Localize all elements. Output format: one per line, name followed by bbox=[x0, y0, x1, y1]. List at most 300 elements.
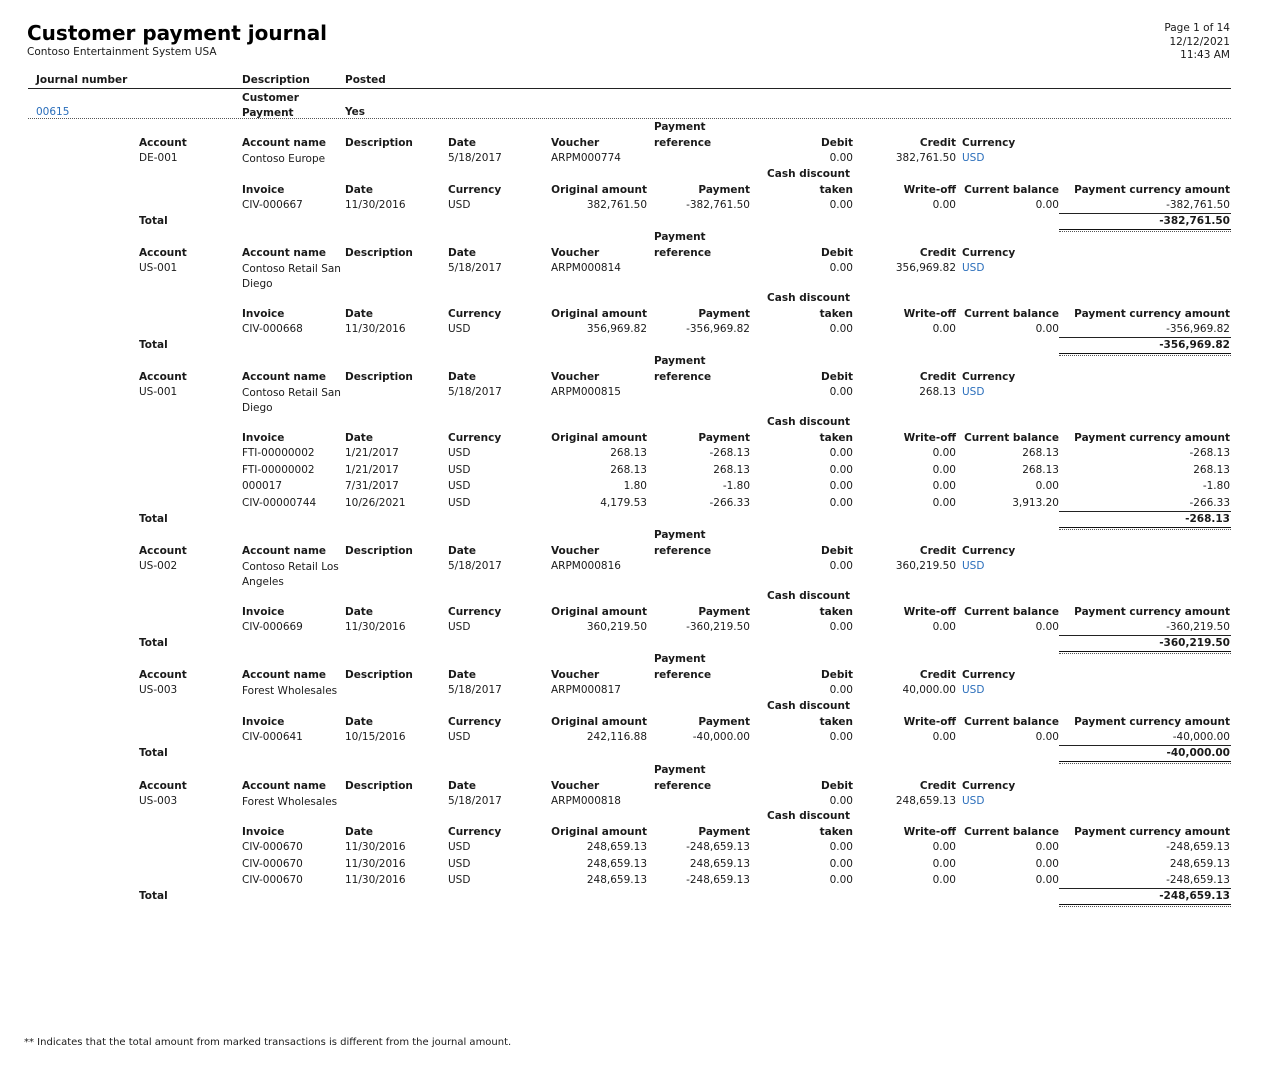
description-header: Description bbox=[345, 247, 413, 259]
total-rule-bottom2 bbox=[1059, 231, 1231, 232]
current-balance: 0.00 bbox=[1035, 199, 1059, 211]
payment-label-top: Payment bbox=[654, 529, 706, 541]
original-amount: 4,179.53 bbox=[600, 496, 647, 509]
voucher-value: ARPM000816 bbox=[551, 560, 621, 572]
invoice-date: 11/30/2016 bbox=[345, 857, 406, 870]
original-amount: 242,116.88 bbox=[586, 731, 647, 743]
credit-header: Credit bbox=[919, 669, 956, 681]
payment-currency-amount-header: Payment currency amount bbox=[1074, 184, 1230, 196]
total-amount: -268.13 bbox=[1185, 512, 1230, 525]
invoice-date: 11/30/2016 bbox=[345, 621, 406, 633]
currency-link[interactable]: USD bbox=[962, 262, 985, 274]
currency-header: Currency bbox=[962, 371, 1016, 383]
invoice-currency-header: Currency bbox=[448, 716, 502, 728]
account-header: Account bbox=[139, 371, 187, 383]
debit-header: Debit bbox=[821, 137, 853, 149]
write-off-amount: 0.00 bbox=[932, 841, 956, 853]
cash-discount-taken: 0.00 bbox=[829, 857, 853, 870]
voucher-header: Voucher bbox=[551, 545, 600, 557]
entry-date-value: 5/18/2017 bbox=[448, 795, 502, 807]
report-time: 11:43 AM bbox=[1180, 49, 1230, 61]
cash-discount-taken: 0.00 bbox=[829, 841, 853, 853]
currency-header: Currency bbox=[962, 137, 1016, 149]
total-amount: -360,219.50 bbox=[1159, 637, 1230, 649]
current-balance: 0.00 bbox=[1035, 731, 1059, 743]
company-name: Contoso Entertainment System USA bbox=[27, 46, 217, 58]
write-off-header: Write-off bbox=[903, 432, 956, 444]
total-label: Total bbox=[139, 747, 168, 759]
account-header: Account bbox=[139, 545, 187, 557]
total-rule-top bbox=[1059, 337, 1231, 338]
original-amount: 248,659.13 bbox=[586, 874, 647, 886]
invoice-number: FTI-00000002 bbox=[242, 447, 315, 459]
credit-value: 268.13 bbox=[919, 386, 956, 398]
report-date: 12/12/2021 bbox=[1169, 36, 1230, 48]
invoice-currency: USD bbox=[448, 841, 471, 853]
payment-amount: -1.80 bbox=[722, 480, 750, 492]
journal-description: Customer Payment bbox=[242, 92, 299, 119]
payment-currency-amount-header: Payment currency amount bbox=[1074, 826, 1230, 838]
payment-label-top: Payment bbox=[654, 121, 706, 133]
invoice-currency: USD bbox=[448, 323, 471, 335]
invoice-currency-header: Currency bbox=[448, 826, 502, 838]
invoice-date: 10/15/2016 bbox=[345, 731, 406, 743]
currency-link[interactable]: USD bbox=[962, 560, 985, 572]
invoice-currency: USD bbox=[448, 480, 471, 492]
invoice-date: 7/31/2017 bbox=[345, 480, 399, 492]
original-amount: 1.80 bbox=[623, 480, 647, 492]
invoice-currency-header: Currency bbox=[448, 432, 502, 444]
invoice-header: Invoice bbox=[242, 606, 285, 618]
credit-header: Credit bbox=[919, 780, 956, 792]
account-name-header: Account name bbox=[242, 669, 327, 681]
date-header: Date bbox=[448, 669, 476, 681]
invoice-date: 11/30/2016 bbox=[345, 199, 406, 211]
payment-currency-amount: 248,659.13 bbox=[1169, 857, 1230, 870]
invoice-date-header: Date bbox=[345, 432, 373, 444]
invoice-header: Invoice bbox=[242, 308, 285, 320]
account-header: Account bbox=[139, 669, 187, 681]
account-value: US-001 bbox=[139, 262, 178, 274]
payment-reference-header: reference bbox=[654, 780, 712, 792]
payment-currency-amount: -248,659.13 bbox=[1166, 874, 1230, 886]
debit-value: 0.00 bbox=[829, 262, 853, 274]
invoice-currency-header: Currency bbox=[448, 308, 502, 320]
account-name-value: Contoso Retail Los Angeles bbox=[242, 561, 339, 588]
cash-discount-taken-header: taken bbox=[819, 606, 853, 618]
payment-amount: 248,659.13 bbox=[689, 857, 750, 870]
payment-currency-amount: -40,000.00 bbox=[1172, 731, 1230, 743]
account-name-header: Account name bbox=[242, 371, 327, 383]
debit-value: 0.00 bbox=[829, 152, 853, 164]
cash-discount-taken: 0.00 bbox=[829, 731, 853, 743]
total-amount: -356,969.82 bbox=[1159, 339, 1230, 351]
debit-header: Debit bbox=[821, 669, 853, 681]
invoice-date: 11/30/2016 bbox=[345, 841, 406, 853]
payment-amount: -248,659.13 bbox=[686, 841, 750, 853]
cash-discount-taken-header: taken bbox=[819, 432, 853, 444]
payment-header: Payment bbox=[698, 184, 750, 196]
write-off-amount: 0.00 bbox=[932, 463, 956, 476]
account-value: US-003 bbox=[139, 795, 178, 807]
debit-value: 0.00 bbox=[829, 560, 853, 572]
cash-discount-taken: 0.00 bbox=[829, 874, 853, 886]
original-amount: 360,219.50 bbox=[586, 621, 647, 633]
total-amount: -40,000.00 bbox=[1166, 747, 1230, 759]
payment-amount: -360,219.50 bbox=[686, 621, 750, 633]
journal-posted-value: Yes bbox=[345, 106, 366, 118]
cash-discount-label-top: Cash discount bbox=[767, 168, 850, 180]
credit-value: 40,000.00 bbox=[902, 684, 956, 696]
invoice-number: FTI-00000002 bbox=[242, 463, 315, 476]
currency-header: Currency bbox=[962, 669, 1016, 681]
cash-discount-label-top: Cash discount bbox=[767, 292, 850, 304]
journal-row-rule bbox=[28, 118, 1231, 119]
original-amount-header: Original amount bbox=[551, 606, 647, 618]
total-amount: -248,659.13 bbox=[1159, 890, 1230, 902]
voucher-header: Voucher bbox=[551, 247, 600, 259]
account-name-header: Account name bbox=[242, 545, 327, 557]
payment-currency-amount: -1.80 bbox=[1202, 480, 1230, 492]
invoice-currency: USD bbox=[448, 857, 471, 870]
cash-discount-taken-header: taken bbox=[819, 184, 853, 196]
payment-currency-amount-header: Payment currency amount bbox=[1074, 716, 1230, 728]
total-rule-bottom2 bbox=[1059, 529, 1231, 530]
cash-discount-taken-header: taken bbox=[819, 826, 853, 838]
invoice-number: CIV-000670 bbox=[242, 857, 303, 870]
cash-discount-taken: 0.00 bbox=[829, 323, 853, 335]
payment-header: Payment bbox=[698, 606, 750, 618]
date-header: Date bbox=[448, 545, 476, 557]
payment-amount: -248,659.13 bbox=[686, 874, 750, 886]
debit-header: Debit bbox=[821, 371, 853, 383]
current-balance-header: Current balance bbox=[964, 716, 1059, 728]
current-balance-header: Current balance bbox=[964, 184, 1059, 196]
invoice-date-header: Date bbox=[345, 308, 373, 320]
original-amount-header: Original amount bbox=[551, 184, 647, 196]
total-rule-bottom bbox=[1059, 229, 1231, 230]
payment-currency-amount: -360,219.50 bbox=[1166, 621, 1230, 633]
invoice-date: 1/21/2017 bbox=[345, 447, 399, 459]
journal-description-header: Description bbox=[242, 74, 310, 86]
payment-amount: 268.13 bbox=[713, 463, 750, 476]
total-label: Total bbox=[139, 637, 168, 649]
original-amount: 268.13 bbox=[610, 463, 647, 476]
cash-discount-taken: 0.00 bbox=[829, 621, 853, 633]
account-value: US-001 bbox=[139, 386, 178, 398]
original-amount-header: Original amount bbox=[551, 432, 647, 444]
current-balance: 0.00 bbox=[1035, 480, 1059, 492]
invoice-currency: USD bbox=[448, 621, 471, 633]
original-amount-header: Original amount bbox=[551, 716, 647, 728]
write-off-header: Write-off bbox=[903, 308, 956, 320]
voucher-value: ARPM000774 bbox=[551, 152, 621, 164]
payment-currency-amount-header: Payment currency amount bbox=[1074, 606, 1230, 618]
write-off-amount: 0.00 bbox=[932, 496, 956, 509]
invoice-date: 10/26/2021 bbox=[345, 496, 406, 509]
total-label: Total bbox=[139, 215, 168, 227]
current-balance-header: Current balance bbox=[964, 826, 1059, 838]
total-rule-bottom bbox=[1059, 353, 1231, 354]
account-name-value: Forest Wholesales bbox=[242, 685, 338, 697]
payment-currency-amount: -266.33 bbox=[1189, 496, 1230, 509]
invoice-currency: USD bbox=[448, 199, 471, 211]
credit-value: 356,969.82 bbox=[895, 262, 956, 274]
total-rule-top bbox=[1059, 511, 1231, 512]
credit-header: Credit bbox=[919, 371, 956, 383]
total-rule-top bbox=[1059, 888, 1231, 889]
voucher-header: Voucher bbox=[551, 137, 600, 149]
invoice-date-header: Date bbox=[345, 184, 373, 196]
currency-link[interactable]: USD bbox=[962, 684, 985, 696]
current-balance: 268.13 bbox=[1022, 463, 1059, 476]
write-off-amount: 0.00 bbox=[932, 731, 956, 743]
description-header: Description bbox=[345, 545, 413, 557]
voucher-value: ARPM000817 bbox=[551, 684, 621, 696]
account-header: Account bbox=[139, 137, 187, 149]
total-label: Total bbox=[139, 512, 168, 525]
current-balance: 3,913.20 bbox=[1012, 496, 1059, 509]
invoice-header: Invoice bbox=[242, 184, 285, 196]
payment-reference-header: reference bbox=[654, 137, 712, 149]
invoice-number: CIV-00000744 bbox=[242, 496, 317, 509]
current-balance: 0.00 bbox=[1035, 874, 1059, 886]
write-off-amount: 0.00 bbox=[932, 480, 956, 492]
invoice-header: Invoice bbox=[242, 826, 285, 838]
invoice-currency: USD bbox=[448, 496, 471, 509]
journal-posted-header: Posted bbox=[345, 74, 386, 86]
current-balance-header: Current balance bbox=[964, 308, 1059, 320]
invoice-date: 11/30/2016 bbox=[345, 323, 406, 335]
invoice-date: 1/21/2017 bbox=[345, 463, 399, 476]
write-off-amount: 0.00 bbox=[932, 447, 956, 459]
write-off-amount: 0.00 bbox=[932, 323, 956, 335]
description-header: Description bbox=[345, 669, 413, 681]
account-name-header: Account name bbox=[242, 247, 327, 259]
date-header: Date bbox=[448, 780, 476, 792]
account-name-value: Contoso Retail San Diego bbox=[242, 263, 341, 290]
entry-date-value: 5/18/2017 bbox=[448, 262, 502, 274]
account-name-header: Account name bbox=[242, 137, 327, 149]
credit-header: Credit bbox=[919, 137, 956, 149]
cash-discount-taken: 0.00 bbox=[829, 447, 853, 459]
entry-date-value: 5/18/2017 bbox=[448, 560, 502, 572]
voucher-value: ARPM000814 bbox=[551, 262, 621, 274]
payment-currency-amount: 268.13 bbox=[1193, 463, 1230, 476]
current-balance: 268.13 bbox=[1022, 447, 1059, 459]
invoice-header: Invoice bbox=[242, 716, 285, 728]
invoice-date-header: Date bbox=[345, 716, 373, 728]
write-off-header: Write-off bbox=[903, 826, 956, 838]
description-header: Description bbox=[345, 137, 413, 149]
payment-header: Payment bbox=[698, 308, 750, 320]
account-header: Account bbox=[139, 247, 187, 259]
payment-header: Payment bbox=[698, 716, 750, 728]
write-off-amount: 0.00 bbox=[932, 874, 956, 886]
cash-discount-label-top: Cash discount bbox=[767, 810, 850, 822]
payment-label-top: Payment bbox=[654, 764, 706, 776]
cash-discount-taken: 0.00 bbox=[829, 496, 853, 509]
voucher-header: Voucher bbox=[551, 371, 600, 383]
voucher-header: Voucher bbox=[551, 669, 600, 681]
payment-header: Payment bbox=[698, 826, 750, 838]
total-rule-top bbox=[1059, 745, 1231, 746]
invoice-currency: USD bbox=[448, 874, 471, 886]
invoice-header: Invoice bbox=[242, 432, 285, 444]
total-rule-bottom bbox=[1059, 904, 1231, 905]
total-label: Total bbox=[139, 339, 168, 351]
payment-currency-amount: -356,969.82 bbox=[1166, 323, 1230, 335]
original-amount: 382,761.50 bbox=[586, 199, 647, 211]
currency-link[interactable]: USD bbox=[962, 152, 985, 164]
payment-reference-header: reference bbox=[654, 545, 712, 557]
account-name-header: Account name bbox=[242, 780, 327, 792]
cash-discount-taken-header: taken bbox=[819, 716, 853, 728]
entry-date-value: 5/18/2017 bbox=[448, 684, 502, 696]
invoice-date: 11/30/2016 bbox=[345, 874, 406, 886]
payment-amount: -382,761.50 bbox=[686, 199, 750, 211]
invoice-currency-header: Currency bbox=[448, 184, 502, 196]
payment-currency-amount: -248,659.13 bbox=[1166, 841, 1230, 853]
date-header: Date bbox=[448, 371, 476, 383]
payment-reference-header: reference bbox=[654, 247, 712, 259]
currency-header: Currency bbox=[962, 247, 1016, 259]
entry-date-value: 5/18/2017 bbox=[448, 386, 502, 398]
credit-header: Credit bbox=[919, 247, 956, 259]
date-header: Date bbox=[448, 137, 476, 149]
payment-currency-amount-header: Payment currency amount bbox=[1074, 432, 1230, 444]
voucher-value: ARPM000815 bbox=[551, 386, 621, 398]
cash-discount-taken: 0.00 bbox=[829, 199, 853, 211]
original-amount: 248,659.13 bbox=[586, 841, 647, 853]
account-value: DE-001 bbox=[139, 152, 178, 164]
write-off-header: Write-off bbox=[903, 716, 956, 728]
total-rule-bottom bbox=[1059, 651, 1231, 652]
currency-header: Currency bbox=[962, 780, 1016, 792]
original-amount: 268.13 bbox=[610, 447, 647, 459]
original-amount-header: Original amount bbox=[551, 826, 647, 838]
account-value: US-002 bbox=[139, 560, 178, 572]
invoice-number: 000017 bbox=[242, 480, 283, 492]
account-name-value: Forest Wholesales bbox=[242, 796, 338, 808]
description-header: Description bbox=[345, 780, 413, 792]
debit-value: 0.00 bbox=[829, 795, 853, 807]
invoice-number: CIV-000641 bbox=[242, 731, 303, 743]
total-rule-bottom2 bbox=[1059, 906, 1231, 907]
header-rule bbox=[28, 88, 1231, 89]
total-rule-bottom bbox=[1059, 527, 1231, 528]
payment-amount: -40,000.00 bbox=[692, 731, 750, 743]
invoice-currency: USD bbox=[448, 731, 471, 743]
original-amount-header: Original amount bbox=[551, 308, 647, 320]
date-header: Date bbox=[448, 247, 476, 259]
debit-header: Debit bbox=[821, 545, 853, 557]
credit-header: Credit bbox=[919, 545, 956, 557]
currency-header: Currency bbox=[962, 545, 1016, 557]
current-balance-header: Current balance bbox=[964, 606, 1059, 618]
page-number: Page 1 of 14 bbox=[1164, 22, 1230, 34]
account-value: US-003 bbox=[139, 684, 178, 696]
currency-link[interactable]: USD bbox=[962, 795, 985, 807]
invoice-number: CIV-000668 bbox=[242, 323, 303, 335]
payment-reference-header: reference bbox=[654, 371, 712, 383]
invoice-number: CIV-000669 bbox=[242, 621, 303, 633]
description-header: Description bbox=[345, 371, 413, 383]
total-rule-top bbox=[1059, 213, 1231, 214]
total-rule-bottom2 bbox=[1059, 355, 1231, 356]
current-balance: 0.00 bbox=[1035, 621, 1059, 633]
invoice-number: CIV-000670 bbox=[242, 841, 303, 853]
payment-amount: -266.33 bbox=[709, 496, 750, 509]
total-rule-bottom2 bbox=[1059, 763, 1231, 764]
current-balance-header: Current balance bbox=[964, 432, 1059, 444]
payment-label-top: Payment bbox=[654, 231, 706, 243]
write-off-amount: 0.00 bbox=[932, 199, 956, 211]
voucher-value: ARPM000818 bbox=[551, 795, 621, 807]
account-header: Account bbox=[139, 780, 187, 792]
account-name-value: Contoso Europe bbox=[242, 153, 326, 165]
write-off-header: Write-off bbox=[903, 184, 956, 196]
credit-value: 360,219.50 bbox=[895, 560, 956, 572]
footnote: ** Indicates that the total amount from marked transactions is different from the journal amount. bbox=[24, 1037, 512, 1048]
payment-reference-header: reference bbox=[654, 669, 712, 681]
current-balance: 0.00 bbox=[1035, 857, 1059, 870]
voucher-header: Voucher bbox=[551, 780, 600, 792]
invoice-date-header: Date bbox=[345, 826, 373, 838]
total-rule-top bbox=[1059, 635, 1231, 636]
payment-label-top: Payment bbox=[654, 653, 706, 665]
debit-header: Debit bbox=[821, 780, 853, 792]
total-label: Total bbox=[139, 890, 168, 902]
cash-discount-label-top: Cash discount bbox=[767, 416, 850, 428]
account-name-value: Contoso Retail San Diego bbox=[242, 387, 341, 414]
payment-amount: -268.13 bbox=[709, 447, 750, 459]
invoice-currency: USD bbox=[448, 463, 471, 476]
debit-value: 0.00 bbox=[829, 386, 853, 398]
entry-date-value: 5/18/2017 bbox=[448, 152, 502, 164]
invoice-date-header: Date bbox=[345, 606, 373, 618]
invoice-currency: USD bbox=[448, 447, 471, 459]
invoice-number: CIV-000667 bbox=[242, 199, 303, 211]
report-title: Customer payment journal bbox=[27, 21, 328, 45]
payment-currency-amount: -268.13 bbox=[1189, 447, 1230, 459]
total-rule-bottom bbox=[1059, 761, 1231, 762]
write-off-header: Write-off bbox=[903, 606, 956, 618]
total-amount: -382,761.50 bbox=[1159, 215, 1230, 227]
payment-label-top: Payment bbox=[654, 355, 706, 367]
credit-value: 382,761.50 bbox=[895, 152, 956, 164]
debit-value: 0.00 bbox=[829, 684, 853, 696]
currency-link[interactable]: USD bbox=[962, 386, 985, 398]
original-amount: 356,969.82 bbox=[586, 323, 647, 335]
payment-amount: -356,969.82 bbox=[686, 323, 750, 335]
credit-value: 248,659.13 bbox=[895, 795, 956, 807]
payment-currency-amount-header: Payment currency amount bbox=[1074, 308, 1230, 320]
payment-currency-amount: -382,761.50 bbox=[1166, 199, 1230, 211]
cash-discount-label-top: Cash discount bbox=[767, 590, 850, 602]
debit-header: Debit bbox=[821, 247, 853, 259]
write-off-amount: 0.00 bbox=[932, 857, 956, 870]
current-balance: 0.00 bbox=[1035, 323, 1059, 335]
total-rule-bottom2 bbox=[1059, 653, 1231, 654]
invoice-number: CIV-000670 bbox=[242, 874, 303, 886]
journal-number-link[interactable]: 00615 bbox=[36, 106, 70, 118]
cash-discount-taken-header: taken bbox=[819, 308, 853, 320]
cash-discount-taken: 0.00 bbox=[829, 480, 853, 492]
cash-discount-taken: 0.00 bbox=[829, 463, 853, 476]
invoice-currency-header: Currency bbox=[448, 606, 502, 618]
current-balance: 0.00 bbox=[1035, 841, 1059, 853]
